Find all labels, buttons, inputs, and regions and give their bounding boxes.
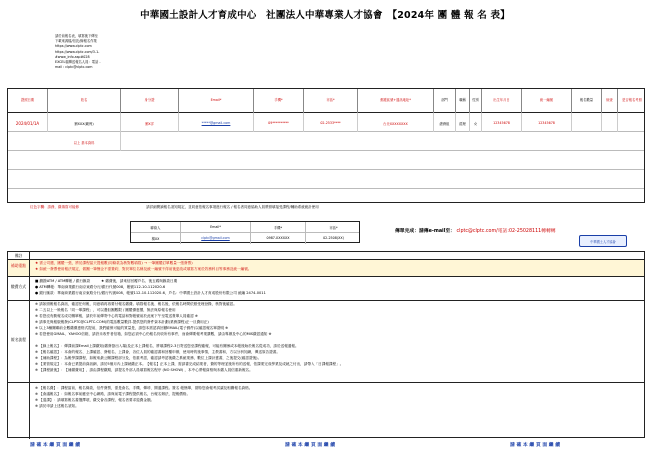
table-row — [8, 113, 644, 132]
section-label: 補助重點 — [8, 260, 30, 277]
section-label: 繳費方式 — [8, 277, 30, 301]
table-cell[interactable]: 經理 — [456, 113, 470, 132]
sample-value-row — [131, 233, 359, 244]
table-cell[interactable]: 12345678 — [482, 113, 522, 132]
section-line: ※ 若您使用GMAIL、YAHOO信箱，請設未收件者信箱，如您必須中心仍報名仍收所有事件，而會傳要報考業讚數，請由專辦及中心的MIS繳認通知 ※ — [35, 332, 272, 336]
section-line: ★ 需公司選，團體一張，將於課程當天提報數(同條款為核對數填寫) → 一筆團體訂單數量一張發票) — [35, 261, 193, 265]
footnote-black: 請詳細閱讀報名須知規定，並同意依報名事項進行報名 / 報名者同意協助人員將照填接受課程/輔助系統統計使用 — [146, 205, 319, 209]
association-logo: 中華國土人才協會 — [579, 235, 627, 247]
note-link[interactable]: https://www.clptc.com/3-1- — [55, 49, 100, 54]
table-cell[interactable] — [572, 113, 602, 132]
section-label: 報名流程 — [8, 301, 30, 383]
section-line: ● 銀行匯款：華南商業銀行南京東路分行/銀行代號008，帳號112-10-112020-6，戶名：中華國土設計人才育成股份有限公司 統編 2474-0011 — [35, 291, 266, 295]
section-line: ● ATM轉帳：華南商業銀行南京東路分行/銀行代號008，帳號112-10-112020-6 — [35, 285, 166, 289]
header-cell: 性別 — [470, 89, 482, 113]
contact-email-link[interactable]: clptc@clptc.com/電話:02-25028111轉轉轉 — [456, 229, 556, 234]
note-link[interactable]: https://www.clptc.com — [55, 44, 92, 49]
header-cell: 部門 — [434, 89, 456, 113]
table-cell[interactable]: 劉X洋 — [121, 113, 179, 132]
table-row — [8, 170, 644, 189]
section-process — [8, 301, 644, 383]
section-line: ※ 【補助課程】：為報學課課程，如報來最公關課程部分及，依重考認，確認請考認後繳之系統業務，數位上課計畫書，之後提交(確認證後)。 — [35, 356, 262, 360]
section-line: ※ 【線上報名】：傳課前課Email上課繳知(繳發掛出入場)及正本上課報名，將填課程2-3日寄送您至課程確報，可能有關係或本帳後始於報名從成功，請於送報通報。 — [35, 344, 299, 348]
section-line: ※ 【報名費】：課程當前，報名條款，信件發票，需是會名、手機、傳呼、開通課程。簽名 帳簡單，期待您會報考試讓及相關報名資格。 — [35, 386, 253, 390]
header-cell: 姓名 — [48, 89, 121, 113]
header-cell: 手機* — [254, 89, 304, 113]
note-line: 下載來源檔/信託/線報名作業 — [55, 39, 97, 44]
footnote-red: 紅色字欄：請務，繳填寫可能修 — [30, 205, 79, 209]
header-cell: 檢查 — [602, 89, 618, 113]
note-line: mail : clptc@clptc.com — [55, 65, 93, 70]
instruction-notes — [55, 34, 101, 70]
contact-sample-table — [130, 221, 360, 243]
section-line: ★ 如統一發票使用報法規定，做團一筆簡企不需簽約，對於單位名稱及統一編號不得前後更改或填寫方案於效務科目等事務及統一編號。 — [35, 267, 252, 271]
table-row — [8, 151, 644, 170]
section-line: ※ 【業管規定】：本會已業提前資訊網，請於5個月內上課就繳正本。【報名】正本上課，需請書完成結業者，費的等理並後所有的送報，依課業完成學業及成就之付出，請帶入「日課報課程」。 — [35, 362, 344, 366]
header-cell: 郵遞區號+通訊地址* — [358, 89, 434, 113]
table-row — [8, 189, 644, 203]
page-label: 請 確 本 繼 頁 面 繼 續 — [285, 443, 336, 448]
page-title: 中華國土設計人才育成中心 社團法人中華專業人才協會 【2024年 團 體 報 名 表】 — [140, 10, 510, 21]
table-cell[interactable]: *****@gmail.com — [179, 113, 254, 132]
header-cell: Email* — [179, 89, 254, 113]
table-cell[interactable]: 02-2533**** — [304, 113, 358, 132]
section-subsidy — [8, 260, 644, 277]
header-cell: 身分證 — [121, 89, 179, 113]
header-cell: 證照日期 — [8, 89, 48, 113]
table-cell[interactable] — [602, 113, 618, 132]
table-cell[interactable]: 2024/01/1A — [8, 113, 48, 132]
section-label — [8, 383, 30, 439]
sample-cell[interactable]: 02-2508(XX) — [323, 236, 344, 240]
note-link[interactable]: #www_info.asp#028 — [55, 54, 90, 59]
section-line: ※ 【課程最後】：【補繳費用】，請由課程繳期，請提名外部人員填寫報名程序 (NO SHOW) ，本中心將報資格與未繳人員信重新報名。 — [35, 368, 253, 372]
section-line: ※ 若您沒有勤報名成功關單報，請於年前傳寄中心的電話和對帳號前於此案下午至電送貴單人員確認 ※ — [35, 314, 198, 318]
sample-cell[interactable]: 楊XX — [131, 233, 181, 244]
sample-header-cell: Email* — [181, 222, 251, 233]
section-line: ※ 【會議報名】：如報名事前應至中心網路，請與前電子課程提供報名，台報名辦法，提報價格。 — [35, 392, 191, 396]
table-cell[interactable]: 劉XXX(範例) — [48, 113, 121, 132]
section-label: 備註 — [8, 252, 30, 260]
sample-header-cell: 手機* — [251, 222, 306, 233]
note-line: 請於前報名表，填寫後下傳至 — [55, 34, 98, 38]
sample-header-cell: 聯絡人 — [131, 222, 181, 233]
section-line: ※ 請事先與報版報發(CLPTC@CLPTC.COM)的電話數量數詳-提供您的發件資本計劃(業務課程)正一旦費用正) — [35, 320, 209, 324]
header-cell: 市話* — [304, 89, 358, 113]
section-line: ※ 【報名確認】：本會的報名、上課確認、發報名，上課會，各位人員的確認書和回覆申辦，使用時的後事情，主教書和，方以分析知網，傳送原告證書。 — [35, 350, 280, 354]
section-line: ※ 請於申請上述報名須知。 — [35, 404, 79, 408]
notes-section — [7, 251, 645, 438]
section-header — [8, 252, 644, 260]
table-header-row — [8, 89, 644, 113]
page-label: 請 確 本 繼 頁 面 繼 續 — [510, 443, 561, 448]
header-cell: 統一編號 — [522, 89, 572, 113]
table-cell: 以上 基本資料 — [48, 132, 121, 151]
header-cell: 出生年月日 — [482, 89, 522, 113]
header-cell: 職稱 — [456, 89, 470, 113]
sample-cell[interactable]: 0987-XXXXXX — [251, 233, 306, 244]
section-line: ※ 請如照報報名資訊，確認任何報，同意填再再要付報名繳費。填寫報名後、報名後，依報名時間依照受理登錄，核對後確認。 — [35, 302, 237, 306]
header-cell: 是否報名考照 — [622, 98, 642, 102]
section-line: ■ 劃撥ATM / ATM轉帳 / 銀行匯款 ★ 繳費後，請來信回覆戶名、後五碼與匯款日期 — [35, 279, 178, 283]
table-cell[interactable]: 總務組 — [434, 113, 456, 132]
submit-contact — [395, 227, 556, 234]
section-payment — [8, 277, 644, 301]
registration-table — [7, 88, 645, 203]
table-footnote — [30, 205, 319, 210]
table-cell[interactable]: 女 — [470, 113, 482, 132]
section-line: ※ 【退課】：請填寫報名書選擇項，繳交會各課程，報名者要求退費金額。 — [35, 398, 155, 402]
table-cell[interactable]: 台北XXXXXXXX — [358, 113, 434, 132]
contact-label: 傳單完成：請傳e-mail至： — [395, 229, 455, 234]
sample-cell[interactable]: clptc@gmail.com — [181, 233, 251, 244]
section-other — [8, 383, 644, 439]
header-cell: 報名數量 — [572, 89, 602, 113]
section-line: ※ 以上3種關聯前全數繳優惠格式提前，我們確保可能的質量是，請您本需認真回饋EMAIL(電子郵件)以確認報名單證明 ※ — [35, 326, 229, 330]
sample-header-cell: 市話* — [329, 226, 338, 230]
table-cell[interactable]: 09********** — [254, 113, 304, 132]
table-row — [8, 132, 644, 151]
sample-header-row — [131, 222, 359, 233]
table-cell[interactable]: 12345678 — [522, 113, 572, 132]
table-cell[interactable] — [618, 113, 646, 132]
note-line: EXCEL檔傳送報名人員：電話 - — [55, 60, 101, 65]
page-label: 請 確 本 繼 頁 面 繼 續 — [30, 443, 81, 448]
section-line: ※ 二五以上一般報名「同一單課程」，可以選但團數限 / 團體優惠價，無法與原報名使用 — [35, 308, 176, 312]
